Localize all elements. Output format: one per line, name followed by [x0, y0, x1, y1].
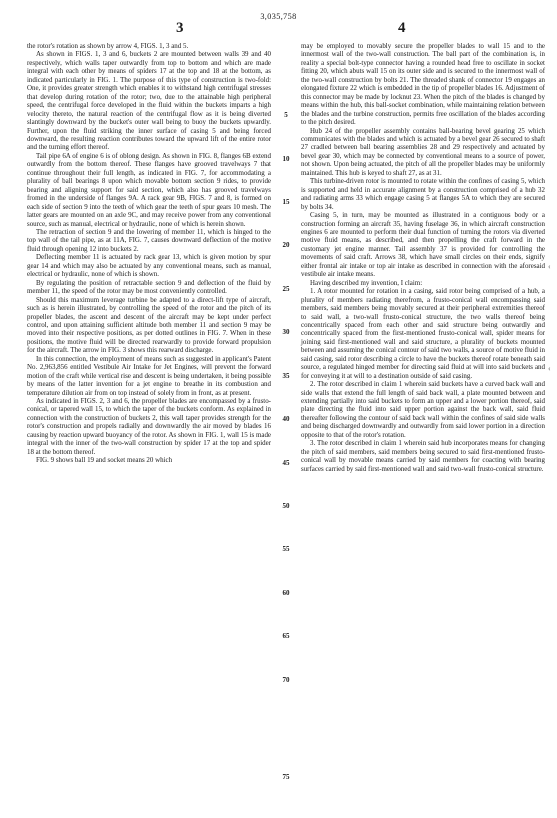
paragraph: As indicated in FIGS. 2, 3 and 6, the propeller blades are encompassed by a frusto-conical, or tapered wall 15, to which the taper of the buckets conform. As explained in connection with the construction of buckets 2, this wall taper provides strength for the rotor's construction and propels radially and downwardly the air moved by blades 16 causing by reaction upward buoyancy of the rotor. As shown in FIG. 1, wall 15 is made integral with the inner of the two-wall construction by spider 17 at the top and spider 18 at the bottom thereof. [27, 397, 271, 456]
paragraph: This turbine-driven rotor is mounted to rotate within the confines of casing 5, which is supported and held in accurate alignment by a construction comprised of a hub 32 and radiating arms 33 which engage casing 5 at flanges 5A to which they are secured by bolts 34. [301, 177, 545, 211]
line-number: 50 [282, 502, 290, 510]
paragraph: may be employed to movably secure the propeller blades to wall 15 and to the innermost wall of the two-wall construction. The ball part of the combination is, in reality a special bolt-type connector having a rounded head free to oscillate in socket fitting 20, which abuts wall 15 on its outer side and is secured to the innermost wall of the two-wall construction by bolts 21. The threaded shank of connector 19 engages an elongated fixture 22 which is embedded in the tip of propeller blades 16. Adjustment of this connector may be made by locknut 23. When the pitch of the blades is changed by means within the hub, this ball-socket combination, while maintaining relation between the blades and the turbine construction, permits free oscillation of the blades according to the pitch desired. [301, 42, 545, 127]
column-number-right: 4 [398, 20, 406, 36]
paragraph: Should this maximum leverage turbine be adapted to a direct-lift type of aircraft, such as is herein illustrated, by controlling the speed of the rotor and the pitch of its propeller blades, the ascent and descent of the aircraft may be kept under perfect control, and upon attaining sufficient altitude both member 11 and section 9 may be moved into their respective positions, as per dotted outlines in FIG. 7. When in these positions, the motive fluid will be directed rearwardly to provide forward propulsion for the aircraft. The arrow in FIG. 3 shows this rearward discharge. [27, 295, 271, 355]
line-number: 5 [284, 111, 288, 119]
line-number: 70 [282, 676, 290, 684]
paragraph: Deflecting member 11 is actuated by rack gear 13, which is given motion by spur gear 14 and which may also be actuated by any conventional means, such as manual, electrical or hydraulic, none of which is shown. [27, 253, 271, 279]
column-number-left: 3 [176, 20, 184, 36]
line-number: 45 [282, 459, 290, 467]
line-number: 15 [282, 198, 290, 206]
scan-mark: ‹ [548, 262, 551, 271]
scan-mark: ‹ [548, 364, 551, 373]
right-text-column [301, 42, 545, 473]
claims-intro: Having described my invention, I claim: [310, 278, 423, 287]
line-number: 30 [282, 328, 290, 336]
line-number: 35 [282, 372, 290, 380]
claim: 1. A rotor mounted for rotation in a casing, said rotor being comprised of a hub, a plurality of members radiating therefrom, a frusto-conical wall encompassing said members, said members being movably secured at their peripheral extremities thereof to said wall, a two-wall frusto-conical structure, the two walls thereof being concentrically spaced from each other and said structure being outwardly and concentrically spaced from the first-mentioned frusto-conical wall, spider means for joining said first-mentioned wall and said structure, a plurality of buckets mounted between and assuming the conical contour of said two walls, a source of motive fluid in said casing, said rotor describing a circle to have the buckets thereof rotate beneath said source, a regulated hinged member for directing said fluid at will into said buckets and for conveying it at will to a destination outside of said casing. [301, 287, 545, 380]
paragraph: Tail pipe 6A of engine 6 is of oblong design. As shown in FIG. 8, flanges 6B extend outwardly from the bottom thereof. These flanges have grooved travelways 7 that continue throughout their full length, as indicated in FIG. 7, for accommodating a plurality of ball bearings 8 upon which movable bottom section 9 rides, to provide bearing and aligning support for said section, which also has grooved travelways fromed in the underside of flanges 9A. A rack gear 9B, FIGS. 7 and 8, is formed on each side of section 9 into the teeth of which gear the teeth of spur gears 10 mesh. The latter gears are mounted on an axle 9C, and may receive power from any conventional source, such as manual, electrical or hydraulic, none of which is herein shown. [27, 151, 271, 228]
paragraph: The retraction of section 9 and the lowering of member 11, which is hinged to the top wall of the tail pipe, as at 11A, FIG. 7, causes downward deflection of the motive fluid through opening 12 into buckets 2. [27, 227, 271, 253]
paragraph: As shown in FIGS. 1, 3 and 6, buckets 2 are mounted between walls 39 and 40 respectively, which walls taper outwardly from top to bottom and which are made integral with each other by means of spiders 17 at the top and 18 at the bottom, as indicated particularly in FIG. 1. The purpose of this type of construction is two-fold: One, it provides greater strength which enables it to withstand high centrifugal stresses that develop during rotation of the rotor; two, due to the attainable high peripheral speed, the centrifugal force developed in the fluid within the buckets imparts a high velocity thereto, the natural reaction of the centrifugal flow as it is being diverted slantingly downward by the bucket's outer wall being to buoy the buckets upwardly. Further, upon the fluid striking the inner surface of casing 5 and being forced downward, the resulting reaction contributes toward the upward lift of the entire rotor and the turning effort thereof. [27, 50, 271, 152]
claim: 3. The rotor described in claim 1 wherein said hub incorporates means for changing the pitch of said members, said members being secured to said first-mentioned frusto-conical wall by movable means carried by said members for coacting with bearing surfaces carried by said first-mentioned wall and said two-wall frusto-conical structure. [301, 439, 545, 473]
line-number: 75 [282, 773, 290, 781]
line-number: 55 [282, 545, 290, 553]
paragraph: By regulating the position of retractable section 9 and deflection of the fluid by member 11, the speed of the rotor may be most conveniently controlled. [27, 278, 271, 296]
paragraph: Hub 24 of the propeller assembly contains ball-bearing bevel gearing 25 which communicates with the blades and which is actuated by a bevel gear 26 secured to shaft 27 cradled between ball bearing assemblies 28 and 29 respectively and actuated by bevel gear 30, which may be connected by conventional means to a source of power, not shown. Upon being actuated, the pitch of all the propeller blades may be uniformly maintained. This hub is keyed to shaft 27, as at 31. [301, 126, 545, 177]
line-number: 10 [282, 155, 290, 163]
claim: 2. The rotor described in claim 1 wherein said buckets have a curved back wall and side walls that extend the full length of said back wall, a plate mounted between and extending partially into said buckets to form an upper and a lower portion thereof, said plate directing the fluid into said upper portion against the back wall, said fluid thereafter following the contour of said back wall within the confines of said side walls and being discharged downwardly and outwardly from said lower portion in a direction opposite to that of the rotor's rotation. [301, 380, 545, 439]
paragraph: the rotor's rotation as shown by arrow 4, FIGS. 1, 3 and 5. [27, 42, 189, 50]
line-number: 40 [282, 415, 290, 423]
paragraph: Casing 5, in turn, may be mounted as illustrated in a contiguous body or a construction forming an aircraft 35, having fuselage 36, in which aircraft construction engines 6 are mounted to perform their dual function of turning the rotors via diverted motive fluid means, as described, and then propelling the craft forward in the customary jet engine manner. Tail assembly 37 is provided for controlling the movements of said craft. Arrows 38, which have small circles on their ends, signify either frontal air intake or top air intake as described in connection with the aforesaid vestibule air intake means. [301, 211, 545, 279]
line-number: 60 [282, 589, 290, 597]
line-number: 25 [282, 285, 290, 293]
line-number: 20 [282, 241, 290, 249]
paragraph: FIG. 9 shows ball 19 and socket means 20 which [36, 456, 173, 465]
paragraph: In this connection, the employment of means such as suggested in applicant's Patent No. 2,963,856 entitled Vestibule Air Intake for Jet Engines, will prevent the forward motion of the craft while vertical rise and descent is being undertaken, it being possible by means of the latter invention for a jet engine to breathe in its combustion and temperature dilution air from on top instead of solely from in front, as at present. [27, 354, 271, 397]
patent-number: 3,035,758 [260, 12, 297, 21]
left-text-column [27, 42, 271, 465]
line-number: 65 [282, 632, 290, 640]
